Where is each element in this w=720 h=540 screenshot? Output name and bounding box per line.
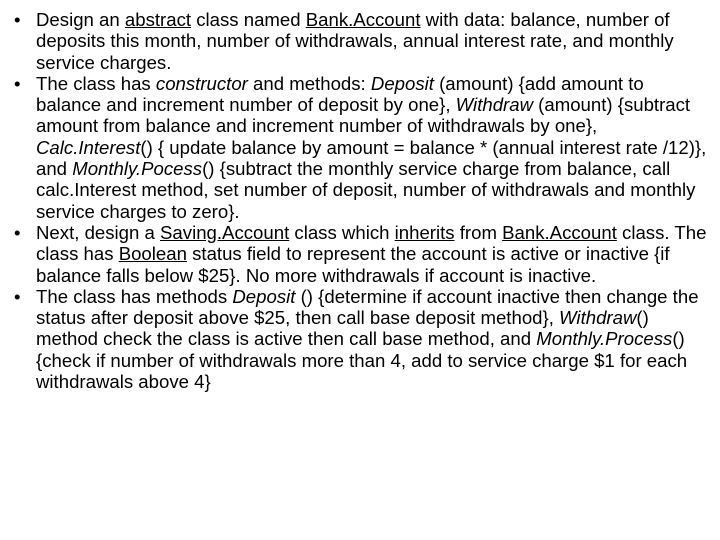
- bullet-item: [14, 73, 714, 222]
- text-span: () { update balance by amount = balance * (annual interest rate /12)}, and: [36, 136, 707, 180]
- text-span: () {determine if account inactive then change the status after deposit above $25, then call base deposit method},: [36, 285, 699, 329]
- bullet-dot: •: [14, 9, 21, 30]
- bullet-text: [36, 73, 706, 222]
- text-span: with data: balance, number of deposits this month, number of withdrawals, annual interest rate, and monthly service charges.: [36, 9, 674, 73]
- italic-term: Withdraw: [559, 307, 637, 329]
- text-span: () {check if number of withdrawals more than 4, add to service charge $1 for each withdrawals above 4}: [36, 328, 688, 393]
- underlined-term: inherits: [394, 221, 455, 243]
- text-span: () method check the class is active then call base method, and: [36, 307, 649, 350]
- italic-term: Deposit: [232, 285, 296, 307]
- text-span: (amount) {subtract amount from balance and increment number of withdrawals by one},: [36, 94, 691, 137]
- italic-term: Withdraw: [455, 94, 533, 116]
- text-span: Design an: [36, 9, 125, 30]
- italic-term: Monthly.Pocess: [72, 158, 203, 180]
- italic-term: constructor: [155, 72, 248, 94]
- bullet-dot: •: [14, 285, 21, 307]
- text-span: () {subtract the monthly service charge from balance, call calc.Interest method, set number of deposit, number of withdrawals and monthly service charges to zero}.: [36, 158, 696, 222]
- bullet-dot: •: [14, 72, 21, 94]
- bullet-item: [14, 9, 714, 73]
- underlined-term: Bank.Account: [305, 9, 421, 30]
- bullet-dot: •: [14, 221, 21, 243]
- underlined-term: Boolean: [118, 243, 187, 265]
- italic-term: Deposit: [370, 72, 434, 94]
- text-span: The class has: [36, 72, 156, 94]
- bullet-text: [36, 286, 699, 392]
- italic-term: Calc.Interest: [36, 136, 141, 158]
- text-span: The class has methods: [36, 285, 233, 307]
- underlined-term: Bank.Account: [502, 221, 617, 243]
- text-span: class which: [289, 221, 395, 243]
- bullet-text: [36, 9, 674, 73]
- text-span: Next, design a: [36, 221, 161, 243]
- text-span: from: [454, 221, 503, 243]
- bullet-item: [14, 222, 714, 286]
- text-span: and methods:: [247, 72, 371, 94]
- underlined-term: abstract: [124, 9, 192, 30]
- text-span: class named: [191, 9, 306, 30]
- italic-term: Monthly.Process: [536, 328, 673, 350]
- underlined-term: Saving.Account: [160, 221, 290, 243]
- bullet-list: [14, 9, 714, 392]
- text-span: status field to represent the account is active or inactive {if balance falls below $25}. No more withdrawals if account is inactive.: [36, 243, 670, 286]
- text-span: (amount) {add amount to balance and increment number of deposit by one},: [36, 72, 644, 116]
- bullet-text: [36, 222, 706, 286]
- text-span: class. The class has: [36, 221, 707, 265]
- bullet-item: [14, 286, 714, 392]
